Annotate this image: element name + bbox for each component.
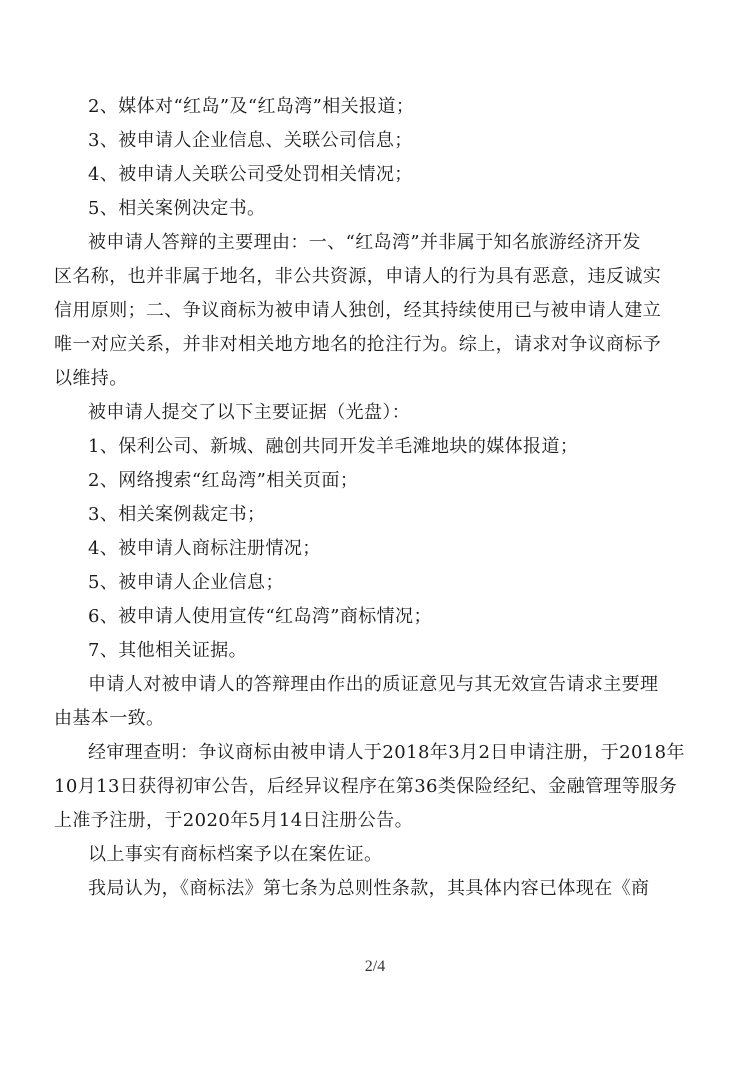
defense-paragraph-line: 区名称，也并非属于地名，非公共资源，申请人的行为具有恶意，违反诚实	[54, 266, 662, 287]
document-body	[54, 90, 696, 906]
defense-paragraph-line: 唯一对应关系，并非对相关地方地名的抢注行为。综上，请求对争议商标予	[54, 334, 662, 355]
evidence-item: 2、媒体对“红岛”及“红岛湾”相关报道；	[88, 96, 415, 117]
findings-paragraph-line: 上准予注册，于2020年5月14日注册公告。	[54, 810, 413, 831]
defense-paragraph-line: 被申请人答辩的主要理由：一、“红岛湾”并非属于知名旅游经济开发	[88, 232, 641, 253]
cross-exam-paragraph-line: 由基本一致。	[54, 708, 165, 729]
page-number: 2/4	[364, 958, 386, 975]
evidence-item: 1、保利公司、新城、融创共同开发羊毛滩地块的媒体报道；	[88, 436, 579, 457]
findings-paragraph-line: 经审理查明：争议商标由被申请人于2018年3月2日申请注册，于2018年	[88, 742, 685, 763]
findings-paragraph-line: 10月13日获得初审公告，后经异议程序在第36类保险经纪、金融管理等服务	[54, 776, 678, 797]
evidence-item: 3、相关案例裁定书；	[88, 504, 266, 525]
evidence-item: 2、网络搜索“红岛湾”相关页面；	[88, 470, 359, 491]
facts-line: 以上事实有商标档案予以在案佐证。	[88, 844, 383, 865]
evidence-item: 6、被申请人使用宣传“红岛湾”商标情况；	[88, 606, 432, 627]
evidence-item: 4、被申请人商标注册情况；	[88, 538, 321, 559]
defense-paragraph-line: 信用原则；二、争议商标为被申请人独创，经其持续使用已与被申请人建立	[54, 300, 662, 321]
evidence-item: 3、被申请人企业信息、关联公司信息；	[88, 130, 413, 151]
opinion-line: 我局认为，《商标法》第七条为总则性条款，其具体内容已体现在《商	[88, 878, 650, 899]
defense-paragraph-line: 以维持。	[54, 368, 128, 389]
evidence-item: 7、其他相关证据。	[88, 640, 248, 661]
evidence-item: 5、相关案例决定书。	[88, 198, 266, 219]
evidence-item: 4、被申请人关联公司受处罚相关情况；	[88, 164, 413, 185]
evidence-item: 5、被申请人企业信息；	[88, 572, 284, 593]
cross-exam-paragraph-line: 申请人对被申请人的答辩理由作出的质证意见与其无效宣告请求主要理	[88, 674, 659, 695]
evidence-intro: 被申请人提交了以下主要证据（光盘）：	[88, 402, 411, 423]
